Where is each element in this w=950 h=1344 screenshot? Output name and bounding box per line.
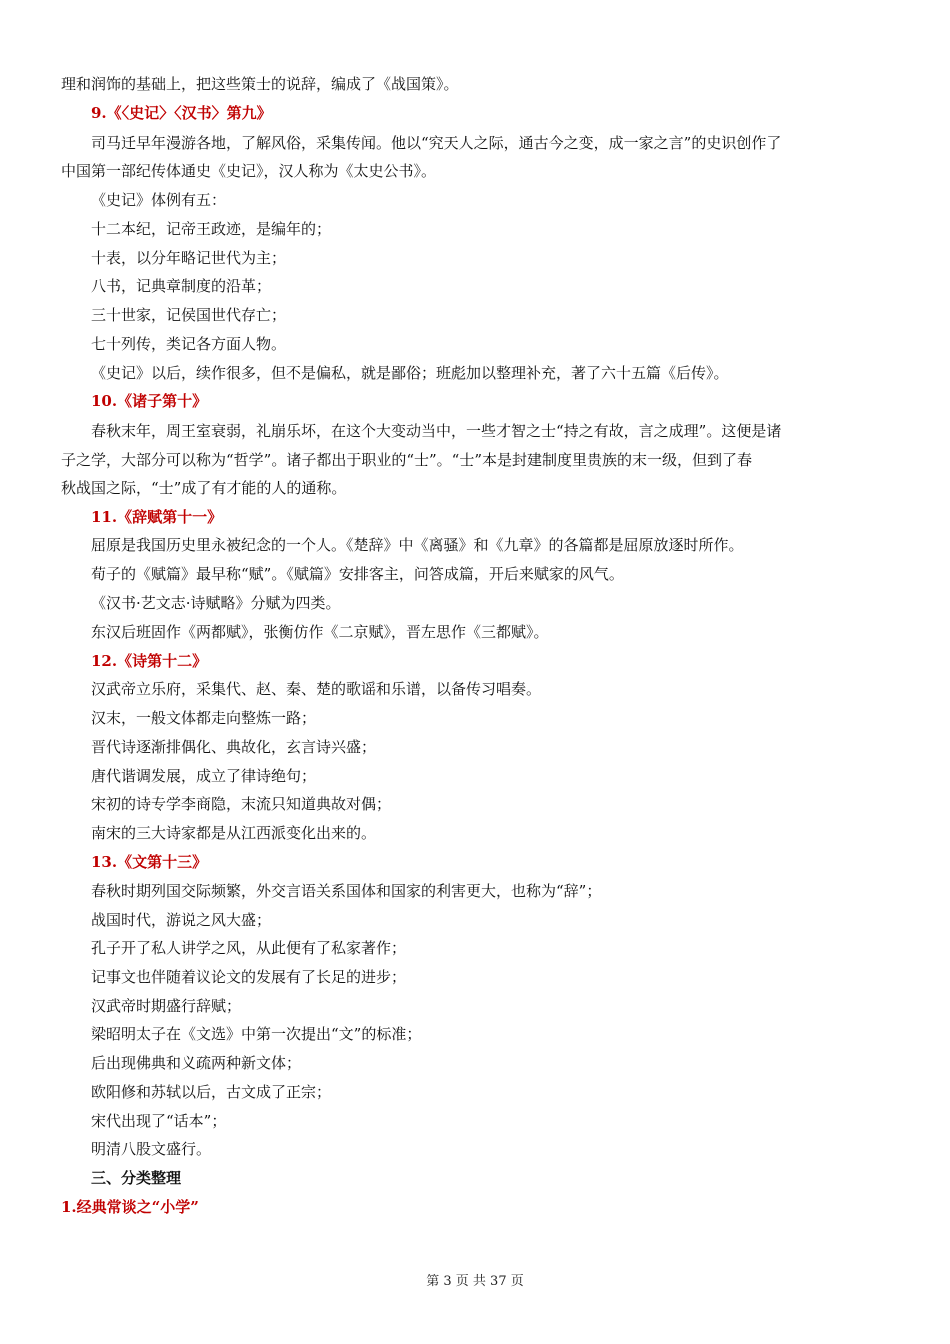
paragraph-line: 孔子开了私人讲学之风，从此便有了私家著作； xyxy=(91,939,407,957)
section-heading: 9.《〈史记〉〈汉书〉第九》 xyxy=(91,104,272,122)
paragraph-line: 后出现佛典和义疏两种新文体； xyxy=(91,1054,302,1072)
paragraph-line: 梁昭明太子在《文选》中第一次提出“文”的标准； xyxy=(91,1025,422,1043)
paragraph-line: 荀子的《赋篇》最早称“赋”。《赋篇》安排客主，问答成篇，开后来赋家的风气。 xyxy=(91,565,624,583)
paragraph-line: 秋战国之际，“士”成了有才能的人的通称。 xyxy=(61,479,347,497)
paragraph-line: 《史记》体例有五： xyxy=(91,191,227,209)
paragraph-line: 司马迁早年漫游各地，了解风俗，采集传闻。他以“究天人之际，通古今之变，成一家之言”的史识创作了 xyxy=(91,134,782,152)
paragraph-line: 春秋末年，周王室衰弱，礼崩乐坏，在这个大变动当中，一些才智之士“持之有故，言之成理”。这便是诸 xyxy=(91,422,782,440)
paragraph-line: 十二本纪，记帝王政迹，是编年的； xyxy=(91,220,332,238)
paragraph-line: 汉武帝时期盛行辞赋； xyxy=(91,997,242,1015)
paragraph-line: 子之学，大部分可以称为“哲学”。诸子都出于职业的“士”。“士”本是封建制度里贵族的末一级，但到了春 xyxy=(61,451,753,469)
paragraph-line: 明清八股文盛行。 xyxy=(91,1140,212,1158)
paragraph-line: 欧阳修和苏轼以后，古文成了正宗； xyxy=(91,1083,332,1101)
paragraph-line: 南宋的三大诗家都是从江西派变化出来的。 xyxy=(91,824,377,842)
paragraph-line: 理和润饰的基础上，把这些策士的说辞，编成了《战国策》。 xyxy=(61,75,459,93)
section-heading: 12.《诗第十二》 xyxy=(91,652,208,670)
section-heading: 11.《辞赋第十一》 xyxy=(91,508,223,526)
page-footer: 第 3 页 共 37 页 xyxy=(426,1274,524,1289)
paragraph-line: 宋代出现了“话本”； xyxy=(91,1112,227,1130)
section-heading: 13.《文第十三》 xyxy=(91,853,208,871)
paragraph-line: 东汉后班固作《两都赋》，张衡仿作《二京赋》，晋左思作《三都赋》。 xyxy=(91,623,549,641)
paragraph-line: 三十世家，记侯国世代存亡； xyxy=(91,306,287,324)
paragraph-line: 屈原是我国历史里永被纪念的一个人。《楚辞》中《离骚》和《九章》的各篇都是屈原放逐时所作。 xyxy=(91,536,744,554)
paragraph-line: 八书，记典章制度的沿革； xyxy=(91,277,272,295)
section-heading: 10.《诸子第十》 xyxy=(91,392,208,410)
paragraph-line: 晋代诗逐渐排偶化、典故化，玄言诗兴盛； xyxy=(91,738,377,756)
paragraph-line: 《史记》以后，续作很多，但不是偏私，就是鄙俗；班彪加以整理补充，著了六十五篇《后传》。 xyxy=(91,364,729,382)
paragraph-line: 唐代谐调发展，成立了律诗绝句； xyxy=(91,767,317,785)
paragraph-line: 《汉书·艺文志·诗赋略》分赋为四类。 xyxy=(91,594,341,612)
paragraph-line: 中国第一部纪传体通史《史记》，汉人称为《太史公书》。 xyxy=(61,162,437,180)
paragraph-line: 七十列传，类记各方面人物。 xyxy=(91,335,287,353)
paragraph-line: 战国时代，游说之风大盛； xyxy=(91,911,272,929)
paragraph-line: 春秋时期列国交际频繁，外交言语关系国体和国家的利害更大，也称为“辞”； xyxy=(91,882,602,900)
paragraph-line: 汉武帝立乐府，采集代、赵、秦、楚的歌谣和乐谱，以备传习唱奏。 xyxy=(91,680,542,698)
paragraph-line: 记事文也伴随着议论文的发展有了长足的进步； xyxy=(91,968,407,986)
paragraph-line: 十表，以分年略记世代为主； xyxy=(91,249,287,267)
paragraph-line: 汉末，一般文体都走向整炼一路； xyxy=(91,709,317,727)
chapter-heading: 三、分类整理 xyxy=(91,1169,182,1187)
section-heading: 1.经典常谈之“小学” xyxy=(61,1198,199,1216)
paragraph-line: 宋初的诗专学李商隐，末流只知道典故对偶； xyxy=(91,795,392,813)
